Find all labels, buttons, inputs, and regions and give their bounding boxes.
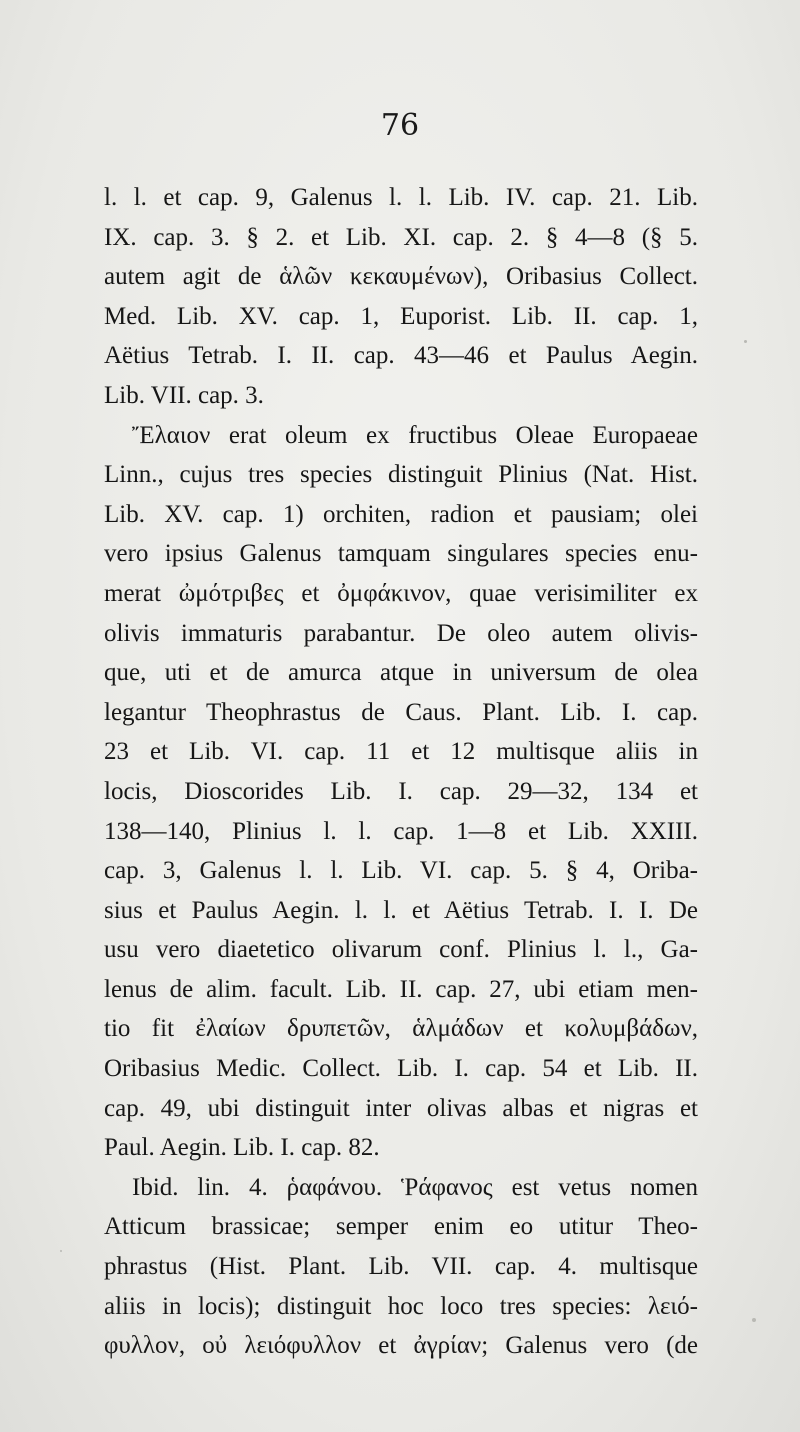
text-line: autem agit de ἁλῶν κεκαυμένων), Oribasius Collect. <box>104 263 698 291</box>
text-line: sius et Paulus Aegin. l. l. et Aëtius Tetrab. I. I. De <box>104 896 698 924</box>
text-line: legantur Theophrastus de Caus. Plant. Lib. I. cap. <box>104 698 698 726</box>
text-line: Ἔλαιον erat oleum ex fructibus Oleae Europaeae <box>132 421 698 449</box>
text-line: vero ipsius Galenus tamquam singulares species enu- <box>104 540 698 568</box>
text-line: Lib. VII. cap. 3. <box>104 381 264 409</box>
text-line: Oribasius Medic. Collect. Lib. I. cap. 54 et Lib. II. <box>104 1055 698 1083</box>
text-line: lenus de alim. facult. Lib. II. cap. 27, ubi etiam men- <box>104 975 698 1003</box>
text-line: 23 et Lib. VI. cap. 11 et 12 multisque aliis in <box>104 738 698 766</box>
text-line: cap. 49, ubi distinguit inter olivas albas et nigras et <box>104 1094 698 1122</box>
text-line: usu vero diaetetico olivarum conf. Plinius l. l., Ga- <box>104 936 698 964</box>
text-line: merat ὠμότριβες et ὀμφάκινον, quae verisimiliter ex <box>104 579 698 607</box>
page-number: 76 <box>380 108 420 143</box>
text-line: 138—140, Plinius l. l. cap. 1—8 et Lib. XXIII. <box>104 817 698 845</box>
text-line: tio fit ἐλαίων δρυπετῶν, ἁλμάδων et κολυμβάδων, <box>104 1015 698 1043</box>
text-line: Aëtius Tetrab. I. II. cap. 43—46 et Paulus Aegin. <box>104 342 698 370</box>
text-line: Lib. XV. cap. 1) orchiten, radion et pausiam; olei <box>104 500 698 528</box>
text-line: que, uti et de amurca atque in universum de olea <box>104 659 698 687</box>
paper-speck <box>60 1250 62 1252</box>
text-line: Linn., cujus tres species distinguit Plinius (Nat. Hist. <box>104 461 698 489</box>
text-line: Ibid. lin. 4. ῥαφάνου. Ῥάφανος est vetus nomen <box>132 1173 698 1201</box>
text-line: IX. cap. 3. § 2. et Lib. XI. cap. 2. § 4—8 (§ 5. <box>104 223 698 251</box>
text-line: Med. Lib. XV. cap. 1, Euporist. Lib. II. cap. 1, <box>104 302 698 330</box>
text-line: olivis immaturis parabantur. De oleo autem olivis- <box>104 619 698 647</box>
paper-speck <box>752 1318 756 1322</box>
text-line: Atticum brassicae; semper enim eo utitur Theo- <box>104 1213 698 1241</box>
text-line: l. l. et cap. 9, Galenus l. l. Lib. IV. cap. 21. Lib. <box>104 184 698 211</box>
text-line: aliis in locis); distinguit hoc loco tres species: λειό- <box>104 1292 698 1320</box>
paper-speck <box>744 340 747 343</box>
text-line: Paul. Aegin. Lib. I. cap. 82. <box>104 1134 380 1162</box>
text-line: locis, Dioscorides Lib. I. cap. 29—32, 134 et <box>104 777 698 805</box>
text-line: φυλλον, οὐ λειόφυλλον et ἀγρίαν; Galenus vero (de <box>104 1332 698 1360</box>
body-text <box>104 178 698 1366</box>
text-line: phrastus (Hist. Plant. Lib. VII. cap. 4. multisque <box>104 1253 698 1281</box>
text-line: cap. 3, Galenus l. l. Lib. VI. cap. 5. § 4, Oriba- <box>104 857 698 885</box>
